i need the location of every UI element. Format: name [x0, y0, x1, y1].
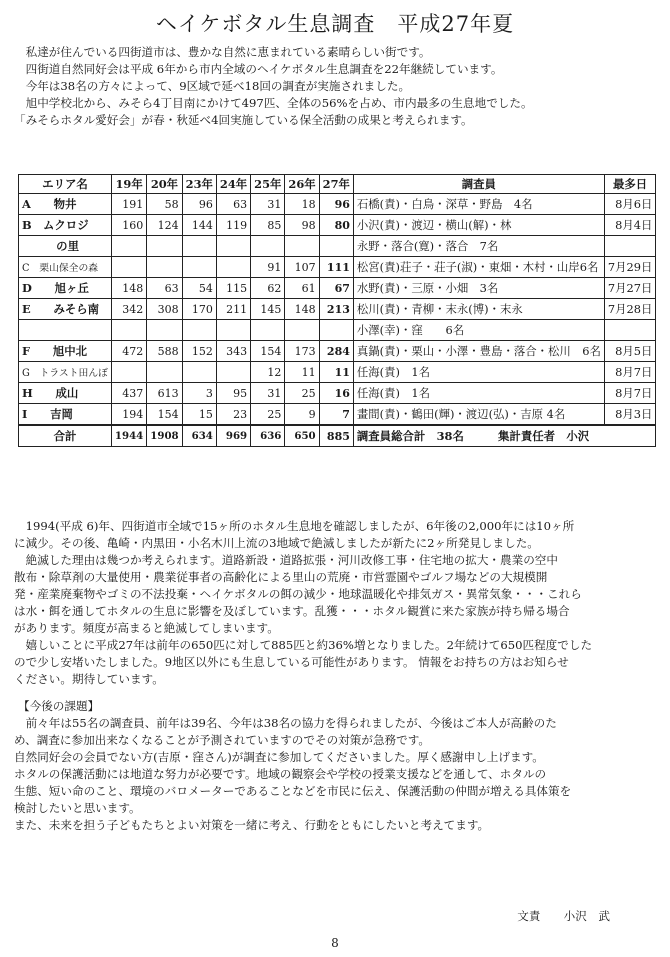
table-row — [19, 194, 656, 215]
count-cell: 31 — [251, 194, 285, 215]
table-row — [19, 215, 656, 236]
count-cell — [147, 320, 182, 341]
issues-paragraph — [14, 715, 654, 834]
count-cell: 160 — [111, 215, 146, 236]
total-count-cell: 969 — [216, 425, 250, 447]
count-cell: 91 — [251, 257, 285, 278]
count-cell: 31 — [251, 383, 285, 404]
body-line: は水・餌を通してホタルの生息に影響を及ぼしています。乱獲・・・ホタル観賞に来た家族が持ち帰る場合 — [14, 604, 570, 618]
count-cell — [319, 236, 353, 257]
intro-line: 今年は38名の方々によって、9区域で延べ18回の調査が実施されました。 — [14, 79, 411, 93]
count-cell: 18 — [285, 194, 319, 215]
total-count-cell: 634 — [182, 425, 216, 447]
count-cell: 148 — [285, 299, 319, 320]
intro-line: 私達が住んでいる四街道市は、豊かな自然に恵まれている素晴らしい街です。 — [14, 45, 431, 59]
area-name-cell: B ムクロジ — [19, 215, 112, 236]
count-cell: 16 — [319, 383, 353, 404]
area-name-cell: A 物井 — [19, 194, 112, 215]
area-name-cell: の里 — [19, 236, 112, 257]
count-cell — [182, 362, 216, 383]
count-cell: 67 — [319, 278, 353, 299]
page-title: ヘイケボタル生息調査 平成27年夏 — [155, 12, 515, 36]
count-cell: 194 — [111, 404, 146, 426]
count-cell — [285, 236, 319, 257]
survey-table — [18, 174, 656, 447]
body-line: 発・産業廃棄物やゴミの不法投棄・ヘイケボタルの餌の減少・地球温暖化や排気ガス・異常気象・・・これら — [14, 587, 582, 601]
table-row — [19, 362, 656, 383]
count-cell: 308 — [147, 299, 182, 320]
count-cell: 85 — [251, 215, 285, 236]
body-paragraph — [14, 518, 654, 688]
total-members-cell: 調査員総合計 38名 集計責任者 小沢 — [353, 425, 655, 447]
count-cell — [216, 362, 250, 383]
count-cell: 154 — [251, 341, 285, 362]
total-count-cell: 1944 — [111, 425, 146, 447]
area-name-cell: D 旭ヶ丘 — [19, 278, 112, 299]
area-name-cell: G トラスト田んぼ — [19, 362, 112, 383]
count-cell: 613 — [147, 383, 182, 404]
area-name-cell: C 栗山保全の森 — [19, 257, 112, 278]
total-count-cell: 636 — [251, 425, 285, 447]
table-header-row — [19, 175, 656, 194]
header-year: 27年 — [319, 175, 353, 194]
count-cell — [182, 236, 216, 257]
count-cell: 284 — [319, 341, 353, 362]
count-cell — [251, 320, 285, 341]
issues-line: 検討したいと思います。 — [14, 801, 141, 815]
count-cell: 148 — [111, 278, 146, 299]
count-cell: 111 — [319, 257, 353, 278]
issues-line: め、調査に参加出来なくなることが予測されていますのでその対策が急務です。 — [14, 733, 430, 747]
header-peak-date: 最多日 — [604, 175, 656, 194]
count-cell: 119 — [216, 215, 250, 236]
count-cell: 3 — [182, 383, 216, 404]
count-cell: 213 — [319, 299, 353, 320]
count-cell: 154 — [147, 404, 182, 426]
members-cell: 畫間(責)・鶴田(輝)・渡辺(弘)・吉原 4名 — [353, 404, 604, 426]
count-cell: 98 — [285, 215, 319, 236]
count-cell — [216, 320, 250, 341]
count-cell: 11 — [319, 362, 353, 383]
count-cell: 15 — [182, 404, 216, 426]
count-cell: 63 — [216, 194, 250, 215]
body-line: に減少。その後、亀崎・内黒田・小名木川上流の3地域で絶滅しましたが新たに2ヶ所発見しました。 — [14, 536, 539, 550]
total-count-cell: 885 — [319, 425, 353, 447]
header-year: 23年 — [182, 175, 216, 194]
count-cell: 7 — [319, 404, 353, 426]
peak-date-cell: 8月6日 — [604, 194, 656, 215]
count-cell: 96 — [182, 194, 216, 215]
peak-date-cell — [604, 320, 656, 341]
count-cell: 11 — [285, 362, 319, 383]
total-count-cell: 650 — [285, 425, 319, 447]
count-cell: 342 — [111, 299, 146, 320]
count-cell — [111, 320, 146, 341]
count-cell: 23 — [216, 404, 250, 426]
header-area: エリア名 — [19, 175, 112, 194]
area-name-cell: F 旭中北 — [19, 341, 112, 362]
total-count-cell: 1908 — [147, 425, 182, 447]
intro-line: 四街道自然同好会は平成 6年から市内全域のヘイケボタル生息調査を22年継続しています。 — [14, 62, 503, 76]
count-cell — [285, 320, 319, 341]
members-cell: 小澤(幸)・窪 6名 — [353, 320, 604, 341]
issues-heading: 【今後の課題】 — [18, 699, 100, 713]
issues-line: 自然同好会の会員でない方(吉原・窪さん)が調査に参加してくださいました。厚く感謝申し上げます。 — [14, 750, 544, 764]
body-line: 散布・除草剤の大量使用・農業従事者の高齢化による里山の荒廃・市営霊園やゴルフ場などの大規模開 — [14, 570, 548, 584]
issues-line: また、未来を担う子どもたちとよい対策を一緒に考え、行動をともにしたいと考えてます。 — [14, 818, 490, 832]
table-row — [19, 236, 656, 257]
count-cell: 107 — [285, 257, 319, 278]
count-cell: 115 — [216, 278, 250, 299]
body-line: 嬉しいことに平成27年は前年の650匹に対して885匹と約36%増となりました。2年続けて650匹程度でした — [14, 638, 593, 652]
count-cell: 211 — [216, 299, 250, 320]
count-cell — [319, 320, 353, 341]
count-cell: 25 — [285, 383, 319, 404]
count-cell: 170 — [182, 299, 216, 320]
table-row — [19, 383, 656, 404]
intro-line: 「みそらホタル愛好会」が春・秋延べ4回実施している保全活動の成果と考えられます。 — [14, 113, 473, 127]
table-total-row — [19, 425, 656, 447]
peak-date-cell: 7月29日 — [604, 257, 656, 278]
count-cell — [182, 320, 216, 341]
body-line: ください。期待しています。 — [14, 672, 164, 686]
total-label-cell: 合計 — [19, 425, 112, 447]
area-name-cell: H 成山 — [19, 383, 112, 404]
area-name-cell — [19, 320, 112, 341]
count-cell: 144 — [182, 215, 216, 236]
count-cell: 96 — [319, 194, 353, 215]
header-members: 調査員 — [353, 175, 604, 194]
members-cell: 水野(責)・三原・小畑 3名 — [353, 278, 604, 299]
count-cell — [147, 236, 182, 257]
count-cell: 343 — [216, 341, 250, 362]
count-cell: 124 — [147, 215, 182, 236]
header-year: 26年 — [285, 175, 319, 194]
count-cell — [111, 257, 146, 278]
count-cell: 80 — [319, 215, 353, 236]
header-year: 25年 — [251, 175, 285, 194]
count-cell: 173 — [285, 341, 319, 362]
count-cell: 95 — [216, 383, 250, 404]
count-cell: 25 — [251, 404, 285, 426]
signature: 文責 小沢 武 — [517, 909, 610, 923]
count-cell: 472 — [111, 341, 146, 362]
peak-date-cell: 7月28日 — [604, 299, 656, 320]
members-cell: 松川(責)・青柳・末永(博)・末永 — [353, 299, 604, 320]
peak-date-cell: 8月3日 — [604, 404, 656, 426]
peak-date-cell: 8月5日 — [604, 341, 656, 362]
count-cell: 588 — [147, 341, 182, 362]
count-cell — [182, 257, 216, 278]
members-cell: 真鍋(責)・栗山・小澤・豊島・落合・松川 6名 — [353, 341, 604, 362]
count-cell — [216, 257, 250, 278]
peak-date-cell: 8月4日 — [604, 215, 656, 236]
members-cell: 任海(責) 1名 — [353, 383, 604, 404]
table-row — [19, 278, 656, 299]
count-cell — [147, 362, 182, 383]
table-row — [19, 404, 656, 426]
count-cell: 62 — [251, 278, 285, 299]
count-cell — [111, 362, 146, 383]
area-name-cell: I 吉岡 — [19, 404, 112, 426]
body-line: 1994(平成 6)年、四街道市全域で15ヶ所のホタル生息地を確認しましたが、6年後の2,000年には10ヶ所 — [14, 519, 575, 533]
count-cell: 9 — [285, 404, 319, 426]
count-cell: 437 — [111, 383, 146, 404]
members-cell: 松宮(責)荘子・荘子(淑)・東畑・木村・山岸6名 — [353, 257, 604, 278]
count-cell: 191 — [111, 194, 146, 215]
header-year: 19年 — [111, 175, 146, 194]
header-year: 20年 — [147, 175, 182, 194]
issues-line: ホタルの保護活動には地道な努力が必要です。地域の観察会や学校の授業支援などを通して、ホタルの — [14, 767, 547, 781]
page-number: 8 — [331, 936, 339, 950]
issues-line: 前々年は55名の調査員、前年は39名、今年は38名の協力を得られましたが、今後はご本人が高齢のた — [14, 716, 557, 730]
count-cell — [216, 236, 250, 257]
peak-date-cell: 7月27日 — [604, 278, 656, 299]
members-cell: 石橋(責)・白鳥・深草・野島 4名 — [353, 194, 604, 215]
area-name-cell: E みそら南 — [19, 299, 112, 320]
count-cell: 63 — [147, 278, 182, 299]
table-row — [19, 341, 656, 362]
issues-line: 生態、短い命のこと、環境のバロメーターであることなどを市民に伝え、保護活動の仲間が増える具体策を — [14, 784, 572, 798]
peak-date-cell: 8月7日 — [604, 383, 656, 404]
peak-date-cell: 8月7日 — [604, 362, 656, 383]
intro-line: 旭中学校北から、みそら4丁目南にかけて497匹、全体の56%を占め、市内最多の生息地でした。 — [14, 96, 533, 110]
members-cell: 小沢(責)・渡辺・横山(解)・林 — [353, 215, 604, 236]
table-row — [19, 299, 656, 320]
count-cell — [251, 236, 285, 257]
table-row — [19, 320, 656, 341]
intro-paragraph — [14, 44, 654, 129]
count-cell: 152 — [182, 341, 216, 362]
peak-date-cell — [604, 236, 656, 257]
count-cell — [111, 236, 146, 257]
body-line: 絶滅した理由は幾つか考えられます。道路新設・道路拡張・河川改修工事・住宅地の拡大・農業の空中 — [14, 553, 558, 567]
members-cell: 永野・落合(寛)・落合 7名 — [353, 236, 604, 257]
table-row — [19, 257, 656, 278]
header-year: 24年 — [216, 175, 250, 194]
count-cell: 145 — [251, 299, 285, 320]
body-line: があります。頻度が高まると絶滅してしまいます。 — [14, 621, 279, 635]
count-cell: 61 — [285, 278, 319, 299]
count-cell: 12 — [251, 362, 285, 383]
body-line: ので少し安堵いたしました。9地区以外にも生息している可能性があります。 情報をお持ちの方はお知らせ — [14, 655, 569, 669]
count-cell: 54 — [182, 278, 216, 299]
members-cell: 任海(責) 1名 — [353, 362, 604, 383]
count-cell: 58 — [147, 194, 182, 215]
count-cell — [147, 257, 182, 278]
